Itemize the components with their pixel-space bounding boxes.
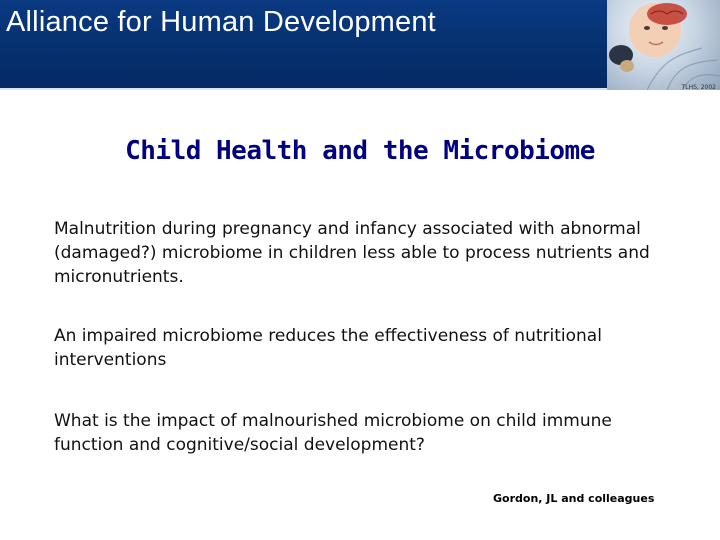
child-brain-image [607,0,720,90]
bullet-paragraph-1: Malnutrition during pregnancy and infancy associated with abnormal (damaged?) microbiome in children less able to process nutrients and micronutrients. [54,219,650,287]
copyright-text: TLHS, 2002 [681,84,716,90]
slide-title: Child Health and the Microbiome [125,136,595,166]
bullet-paragraph-2: An impaired microbiome reduces the effectiveness of nutritional interventions [54,326,602,370]
bullet-paragraph-3: What is the impact of malnourished microbiome on child immune function and cognitive/social development? [54,411,612,455]
banner-title: Alliance for Human Development [6,6,436,38]
citation-text: Gordon, JL and colleagues [493,492,655,505]
header-banner [0,0,607,90]
child-brain-illustration-icon [607,0,720,90]
